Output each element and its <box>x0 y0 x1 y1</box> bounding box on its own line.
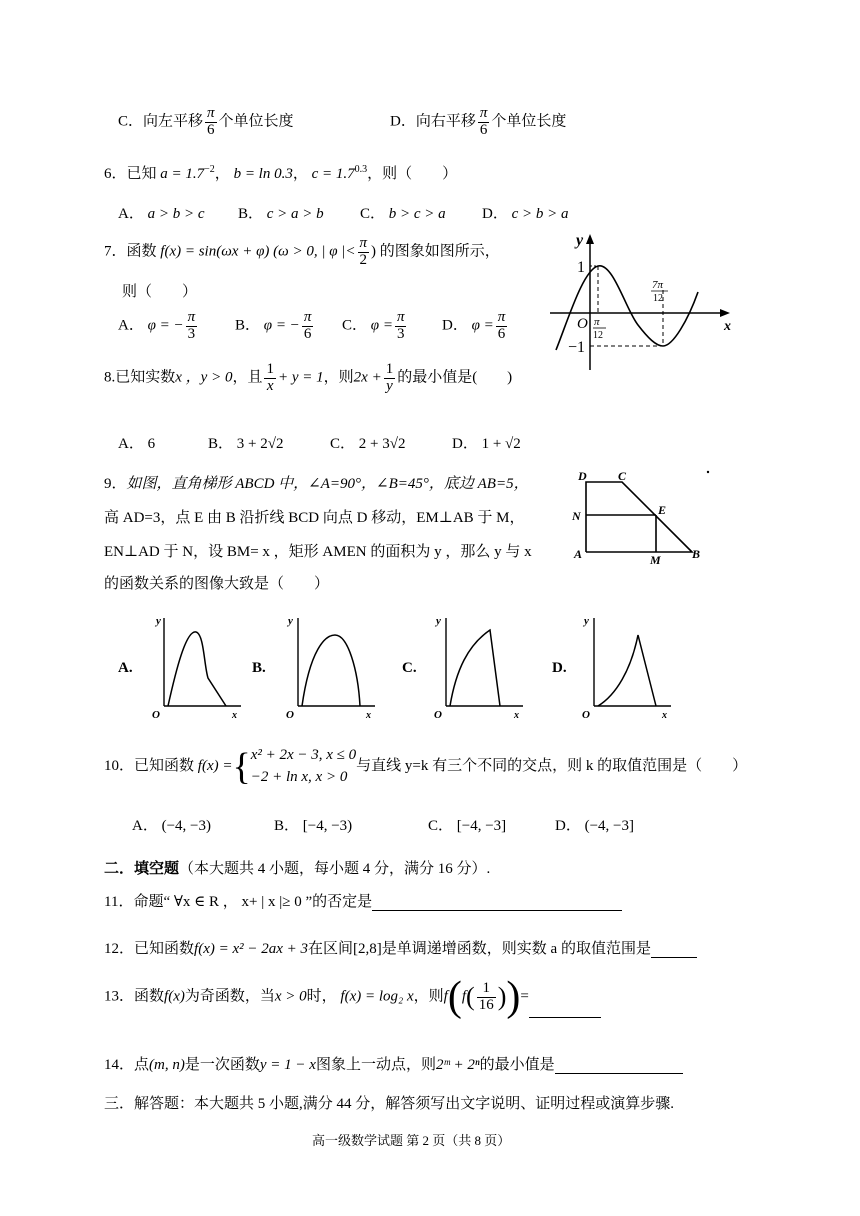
answer-blank[interactable] <box>529 1001 601 1018</box>
curve <box>302 635 360 706</box>
q9-option-c-label: C. <box>402 660 417 676</box>
label-m: M <box>650 553 661 566</box>
q7-stem: 7．函数 f(x) = sin(ωx + φ) (ω > 0, | φ |< $\frac{\pi}{2}$ ) 的图象如图所示， <box>104 235 500 268</box>
q10-option-c: C． [−4, −3] <box>428 818 507 834</box>
brace-icon: { <box>232 745 251 788</box>
q8-option-b: B． 3 + 2√2 <box>208 436 284 452</box>
section2-title: 二．填空题（本大题共 4 小题，每小题 4 分，满分 16 分）. <box>104 861 491 877</box>
y-top-label: 1 <box>577 259 585 276</box>
q9-line4: 的函数关系的图像大致是（ ） <box>104 576 330 592</box>
trapezoid <box>586 482 692 552</box>
curve <box>168 632 226 706</box>
q7-option-c: C． φ = $\frac{\pi}{3}$ <box>342 309 405 342</box>
svg-text:O: O <box>152 709 160 721</box>
label-e: E <box>658 503 667 517</box>
q5-option-d: D．向右平移 $\frac{\pi}{6}$ 个单位长度 <box>390 105 567 138</box>
q9-option-a-label: A. <box>118 660 133 676</box>
q7-option-d: D． φ = $\frac{\pi}{6}$ <box>442 309 506 342</box>
q7-line2: 则（ ） <box>122 284 198 300</box>
q9-trapezoid-figure <box>570 466 720 566</box>
svg-text:x: x <box>366 710 371 721</box>
q9-graph-b <box>280 610 380 722</box>
q14: 14．点(m, n)是一次函数y = 1 − x图象上一动点，则2ᵐ + 2ⁿ的最小值是 <box>104 1053 683 1074</box>
dot <box>707 471 709 473</box>
q7-option-b: B． φ = − $\frac{\pi}{6}$ <box>235 309 312 342</box>
q10-option-a: A． (−4, −3) <box>132 818 212 834</box>
q9-graph-d <box>576 610 676 722</box>
q9-line3: EN⊥AD 于 N，设 BM= x ，矩形 AMEN 的面积为 y ，那么 y 与 x <box>104 544 532 560</box>
q9-option-b-label: B. <box>252 660 266 676</box>
fraction: $\frac{\pi}{6}$ <box>207 105 215 138</box>
curve <box>598 635 656 706</box>
q10-stem: 10．已知函数 f(x) ={ x² + 2x − 3, x ≤ 0 −2 + ln x, x > 0 与直线 y=k 有三个不同的交点，则 k 的取值范围是（ ） <box>104 745 748 788</box>
svg-text:y: y <box>436 615 441 627</box>
origin-label: O <box>577 316 588 332</box>
tick2-num: 7π <box>652 279 664 291</box>
q6-option-d: D． c > b > a <box>482 206 569 222</box>
q9-line1: 9．如图，直角梯形 ABCD 中，∠A=90°，∠B=45°，底边 AB=5， <box>104 476 529 492</box>
page-footer: 高一级数学试题 第 2 页（共 8 页） <box>312 1133 511 1148</box>
q8-stem: 8.已知实数x ，y > 0，且 $\frac{1}{x}$ + y = 1，则2x + $\frac{1}{y}$ 的最小值是( ) <box>104 361 513 394</box>
answer-blank[interactable] <box>372 894 622 911</box>
q9-graph-c <box>428 610 528 722</box>
svg-text:y: y <box>584 615 589 627</box>
label-a: A <box>574 547 583 561</box>
x-arrow-icon <box>720 309 730 317</box>
svg-text:y: y <box>156 615 161 627</box>
curve <box>450 630 500 706</box>
x-label: x <box>724 319 731 334</box>
svg-text:O: O <box>434 709 442 721</box>
svg-text:O: O <box>582 709 590 721</box>
fraction: $\frac{\pi}{6}$ <box>479 105 488 138</box>
q8-option-a: A． 6 <box>118 436 156 452</box>
q6-stem: 6．已知 $a = 1.7^{-2}$， b = ln 0.3， $c = 1.7^{0.3}$，则（ ） <box>104 164 458 182</box>
q9-graph-a <box>146 610 246 722</box>
y-arrow-icon <box>586 234 594 244</box>
svg-text:x: x <box>514 710 519 721</box>
svg-text:y: y <box>288 615 293 627</box>
q8-option-c: C． 2 + 3√2 <box>330 436 406 452</box>
q10-option-d: D． (−4, −3] <box>555 818 635 834</box>
q11: 11．命题“ ∀x ∈ R ， x+ | x |≥ 0 ”的否定是 <box>104 890 622 911</box>
q10-option-b: B． [−4, −3) <box>274 818 353 834</box>
q6-option-c: C． b > c > a <box>360 206 446 222</box>
q6-option-a: A． a > b > c <box>118 206 205 222</box>
svg-text:x: x <box>232 710 237 721</box>
tick1-den: 12 <box>593 330 603 341</box>
q7-option-a: A． φ = − $\frac{\pi}{3}$ <box>118 309 196 342</box>
label-b: B <box>692 547 701 561</box>
label-c: C <box>618 469 627 483</box>
tick2-den: 12 <box>653 293 663 304</box>
q12: 12．已知函数f(x) = x² − 2ax + 3在区间[2,8]是单调递增函数，则实数 a 的取值范围是 <box>104 937 697 958</box>
q7-sine-graph <box>548 230 738 375</box>
section3-title: 三．解答题：本大题共 5 小题,满分 44 分，解答须写出文字说明、证明过程或演算步骤. <box>104 1096 675 1112</box>
svg-text:O: O <box>286 709 294 721</box>
q6-option-b: B． c > a > b <box>238 206 324 222</box>
y-label: y <box>576 232 584 249</box>
svg-text:x: x <box>662 710 667 721</box>
answer-blank[interactable] <box>555 1057 683 1074</box>
q5-option-c: C．向左平移 $\frac{\pi}{6}$ 个单位长度 <box>118 105 294 138</box>
y-bottom-label: −1 <box>568 339 586 356</box>
label-n: N <box>572 509 581 523</box>
q13: 13．函数f(x)为奇函数，当x > 0时， f(x) = log₂ x，则f(f( $\frac{1}{16}$ ))= <box>104 976 601 1018</box>
sine-curve <box>556 266 698 350</box>
label-d: D <box>578 469 587 483</box>
tick1-num: π <box>594 316 600 328</box>
q8-option-d: D． 1 + √2 <box>452 436 521 452</box>
q9-line2: 高 AD=3，点 E 由 B 沿折线 BCD 向点 D 移动，EM⊥AB 于 M， <box>104 510 525 526</box>
answer-blank[interactable] <box>651 941 697 958</box>
q9-option-d-label: D. <box>552 660 567 676</box>
